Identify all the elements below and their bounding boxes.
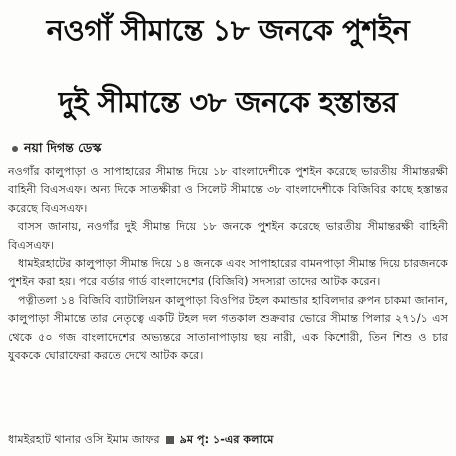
paragraph: ধামইরহাটের কালুপাড়া সীমান্ত দিয়ে ১৪ জনকে এবং সাপাহারের বামনপাড়া সীমান্ত দিয়ে চারজনকে পুশইন করা হয়। পরে বর্ডার গার্ড বাংলাদেশের (বিজিবি) সদস্যরা তাদের আটক করেন। (8, 257, 448, 289)
article-body (8, 163, 448, 365)
headline-line-2: দুই সীমান্তে ৩৮ জনকে হস্তান্তর (58, 85, 398, 119)
byline-text: নয়া দিগন্ত ডেস্ক (24, 140, 102, 155)
headline-line-1: নওগাঁ সীমান্তে ১৮ জনকে পুশইন (46, 13, 410, 47)
paragraph: নওগাঁর কালুপাড়া ও সাপাহারের সীমান্ত দিয়ে ১৮ বাংলাদেশীকে পুশইন করেছে ভারতীয় সীমান্তরক্ষী বাহিনী বিএসএফ। অন্য দিকে সাতক্ষীরা ও সিলেট সীমান্তে ৩৮ বাংলাদেশীকে বিজিবির কাছে হস্তান্তর করেছে বিএসএফ। (8, 165, 448, 215)
byline (12, 140, 101, 160)
continuation-reference: ৯ম পৃ: ১-এর কলামে (179, 433, 274, 446)
paragraph: পত্নীতলা ১৪ বিজিবি ব্যাটালিয়ন কালুপাড়া বিওপির টহল কমান্ডার হাবিলদার রুপন চাকমা জানান, কালুপাড়া সীমান্তে তার নেতৃত্বে একটি টহল দল গতকাল শুক্রবার ভোরে সীমান্ত পিলার ২৭১/১ এস থেকে ৫০ গজ বাংলাদেশের অভ্যন্তরে সাতানাপাড়ায় ছয় নারী, এক কিশোরী, তিন শিশু ও চার যুবককে ঘোরাফেরা করতে দেখে আটক করে। (8, 293, 448, 363)
square-bullet-icon (166, 436, 174, 444)
bullet-icon (12, 146, 18, 152)
paragraph: বাসস জানায়, নওগাঁর দুই সীমান্ত দিয়ে ১৮ জনকে পুশইন করেছে ভারতীয় সীমান্তরক্ষী বাহিনী বিএসএফ। (8, 220, 448, 252)
continuation-text: ধামইরহাট থানার ওসি ইমাম জাফর (8, 433, 160, 446)
continuation-line (8, 431, 448, 449)
